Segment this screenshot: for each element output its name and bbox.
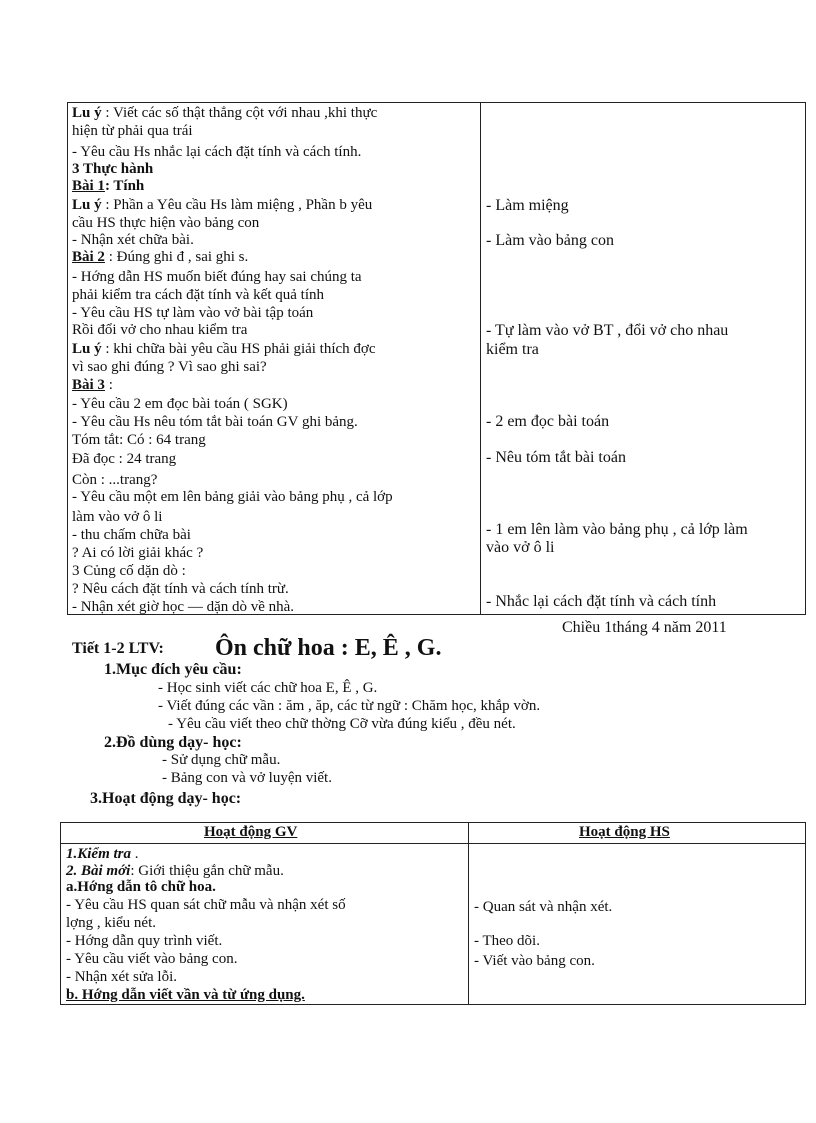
table-1-left-line-run: - Yêu cầu HS tự làm vào vở bài tập toán — [72, 305, 314, 321]
table-2-left-line-run: - Hớng dẫn quy trình viết. — [66, 933, 223, 949]
table-1-left-line — [72, 250, 248, 265]
table-2-left-line — [66, 988, 305, 1003]
table-1-left-line-run: : Đúng ghi đ , sai ghi s. — [104, 249, 249, 265]
table-1-left-line-run: : Phần a Yêu cầu Hs làm miệng , Phần b yêu — [101, 197, 373, 213]
table-1-left-line — [72, 162, 153, 177]
table-1-left-line — [72, 528, 191, 543]
section-item: - Bảng con và vở luyện viết. — [162, 770, 332, 786]
table-2-left-line — [66, 952, 237, 967]
table-1-left-line-run: Bài 1 — [72, 178, 105, 194]
table-1-left-line — [72, 490, 393, 505]
table-1-left-line — [72, 342, 376, 357]
table-1-left-line — [72, 510, 162, 525]
table-1-left-line-run: - Nhận xét chữa bài. — [72, 232, 194, 248]
table-1-left-line — [72, 198, 372, 213]
table-1-left-line-run: : Viết các số thật thẳng cột với nhau ,khi thực — [101, 105, 378, 121]
table-1-left-line — [72, 582, 289, 597]
table-1-right-line: - 2 em đọc bài toán — [486, 413, 610, 430]
table-1-left-line-run: Tóm tắt: Có : 64 trang — [72, 432, 206, 448]
table-1-left-line-run: làm vào vở ô li — [72, 509, 163, 525]
table-1-left-line-run: 3 Thực hành — [72, 161, 154, 177]
table-2-left-line — [66, 934, 222, 949]
table-2-right-line: - Quan sát và nhận xét. — [474, 899, 613, 915]
table-1-left-line — [72, 397, 288, 412]
table-1-left-line — [72, 473, 157, 488]
table-2-left-line — [66, 864, 284, 879]
table-1-left-line-run: - Hớng dẫn HS muốn biết đúng hay sai chúng ta — [72, 269, 362, 285]
table-1-right-line: - Làm vào bảng con — [486, 232, 614, 249]
table-1-left-line-run: hiện từ phải qua trái — [72, 123, 193, 139]
table-1-left-line-run: - Nhận xét giờ học — dặn dò về nhà. — [72, 599, 295, 615]
section-item: - Sử dụng chữ mẫu. — [162, 752, 281, 768]
table-1-right-line: - Làm miệng — [486, 197, 569, 214]
table-2-left-line-run: - Nhận xét sửa lỗi. — [66, 969, 178, 985]
table-1-left-line — [72, 360, 267, 375]
table-1-left-line — [72, 452, 176, 467]
table-1-left-line-run: 3 Củng cố dặn dò : — [72, 563, 186, 579]
table-1-left-line-run: vì sao ghi đúng ? Vì sao ghi sai? — [72, 359, 267, 375]
table-1-right-line: kiểm tra — [486, 341, 539, 358]
table-1-left-line-run: Lu ý — [72, 341, 102, 357]
table-1-right-line: - Nhắc lại cách đặt tính và cách tính — [486, 593, 717, 610]
table-1-left-line — [72, 270, 362, 285]
table-2-left-line — [66, 916, 156, 931]
section-item: - Yêu cầu viết theo chữ thờng Cỡ vừa đúng kiểu , đều nét. — [168, 716, 516, 732]
table-2-header-student: Hoạt động HS — [579, 824, 670, 840]
table-1-left-line-run: Rồi đổi vở cho nhau kiểm tra — [72, 322, 248, 338]
table-1-left-line — [72, 124, 193, 139]
table-1-right-line: vào vở ô li — [486, 539, 555, 556]
table-1-left-line — [72, 233, 194, 248]
table-1-left-line-run: : khi chữa bài yêu cầu HS phải giải thích đợc — [101, 341, 376, 357]
table-1-left-line-run: Bài 3 — [72, 377, 105, 393]
table-1-left-line-run: - thu chấm chữa bài — [72, 527, 191, 543]
table-2-left-line-run: - Yêu cầu viết vào bảng con. — [66, 951, 238, 967]
table-1-left-line-run: - Yêu cầu một em lên bảng giải vào bảng phụ , cả lớp — [72, 489, 393, 505]
table-2-left-line-run: - Yêu cầu HS quan sát chữ mẫu và nhận xét số — [66, 897, 346, 913]
table-1-left-line — [72, 600, 294, 615]
table-1-left-line-run: phải kiểm tra cách đặt tính và kết quả tính — [72, 287, 324, 303]
table-1-left-line — [72, 306, 313, 321]
table-2-left-line — [66, 970, 177, 985]
table-1-column-divider — [480, 102, 481, 614]
table-1-left-line-run: - Yêu cầu 2 em đọc bài toán ( SGK) — [72, 396, 288, 412]
section-heading: 1.Mục đích yêu cầu: — [104, 661, 242, 678]
table-2-left-line-run: 2. Bài mới — [66, 863, 131, 879]
table-2-left-line — [66, 898, 346, 913]
table-1-left-line — [72, 106, 377, 121]
table-2-left-line — [66, 847, 139, 862]
section-item: - Học sinh viết các chữ hoa E, Ê , G. — [158, 680, 378, 696]
table-1-left-line — [72, 323, 247, 338]
table-1-left-line-run: Đã đọc : 24 trang — [72, 451, 177, 467]
section-heading: 2.Đồ dùng dạy- học: — [104, 734, 242, 751]
table-1-left-line-run: cầu HS thực hiện vào bảng con — [72, 215, 260, 231]
table-1-left-line — [72, 145, 361, 160]
table-2-left-line-run: : Giới thiệu gắn chữ mẫu. — [130, 863, 284, 879]
table-1-right-line: - Nêu tóm tắt bài toán — [486, 449, 626, 466]
table-2-left-line-run: a.Hớng dẫn tô chữ hoa. — [66, 879, 216, 895]
table-1-left-line-run: ? Ai có lời giải khác ? — [72, 545, 204, 561]
table-1-left-line — [72, 179, 144, 194]
table-2-header-teacher: Hoạt động GV — [204, 824, 298, 840]
table-1-left-line — [72, 216, 259, 231]
section-item: - Viết đúng các vần : ăm , ăp, các từ ngữ : Chăm học, khắp vờn. — [158, 698, 541, 714]
table-2-column-divider — [468, 822, 469, 1004]
table-1-left-line-run: : Tính — [104, 178, 145, 194]
table-1-left-line-run: - Yêu cầu Hs nhắc lại cách đặt tính và cách tính. — [72, 144, 362, 160]
date-line: Chiều 1tháng 4 năm 2011 — [562, 619, 727, 636]
table-2-left-line-run: . — [134, 846, 139, 862]
table-1-right-line: - Tự làm vào vở BT , đổi vở cho nhau — [486, 322, 729, 339]
table-2-right-line: - Theo dõi. — [474, 933, 540, 949]
table-1-left-line-run: Bài 2 — [72, 249, 105, 265]
table-2-left-line-run: 1.Kiểm tra — [66, 846, 135, 862]
table-2-header-divider — [60, 843, 805, 844]
section-heading: 3.Hoạt động dạy- học: — [90, 790, 242, 807]
table-2-left-line-run: b. Hớng dẫn viết vần và từ ứng dụng. — [66, 987, 305, 1003]
table-1-left-line — [72, 546, 203, 561]
table-1-left-line — [72, 433, 206, 448]
table-1-left-line — [72, 564, 186, 579]
table-1-left-line — [72, 415, 358, 430]
table-1-right-line: - 1 em lên làm vào bảng phụ , cả lớp làm — [486, 521, 748, 538]
lesson-title: Ôn chữ hoa : E, Ê , G. — [215, 635, 442, 661]
table-2-right-line: - Viết vào bảng con. — [474, 953, 595, 969]
table-1-left-line-run: - Yêu cầu Hs nêu tóm tắt bài toán GV ghi bảng. — [72, 414, 358, 430]
lesson-label: Tiết 1-2 LTV: — [72, 640, 164, 657]
table-1-left-line-run: Lu ý — [72, 197, 102, 213]
table-1-left-line-run: ? Nêu cách đặt tính và cách tính trừ. — [72, 581, 289, 597]
table-1-left-line — [72, 378, 113, 393]
table-2-left-line-run: lợng , kiểu nét. — [66, 915, 156, 931]
table-2-left-line — [66, 880, 216, 895]
table-1-left-line-run: : — [104, 377, 113, 393]
table-1-left-line — [72, 288, 324, 303]
table-1-left-line-run: Còn : ...trang? — [72, 472, 158, 488]
table-1-left-line-run: Lu ý — [72, 105, 102, 121]
